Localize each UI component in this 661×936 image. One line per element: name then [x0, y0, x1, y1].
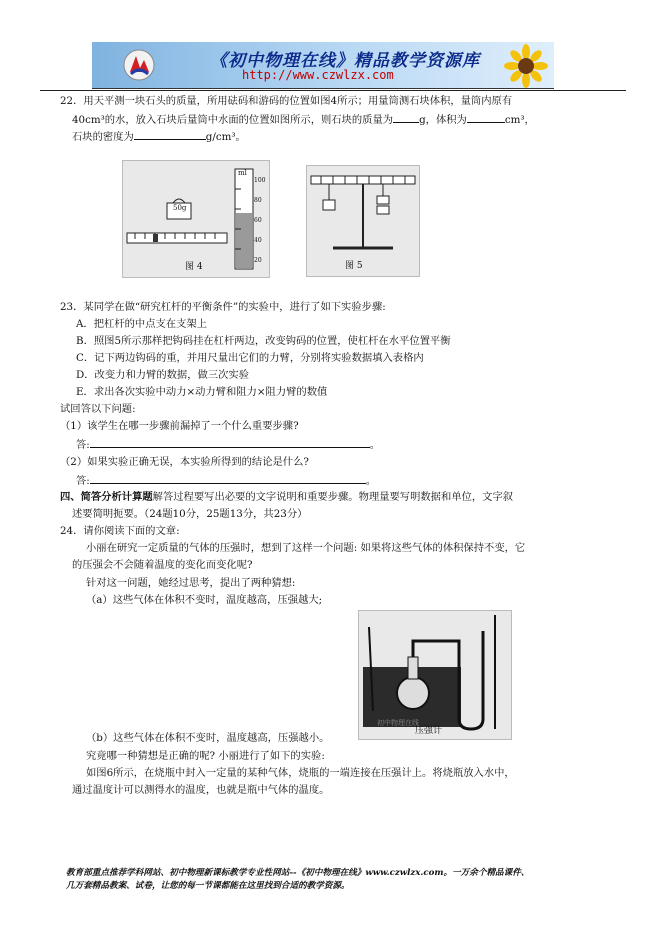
site-logo-icon [122, 48, 156, 82]
lever-illustration [307, 166, 419, 276]
figure-5 [306, 165, 420, 277]
q24-stem: 24．请你阅读下面的文章: [60, 525, 180, 537]
mass-blank[interactable] [393, 110, 419, 123]
cylinder-tick-100: 100 [254, 177, 266, 184]
q22-line2: 40cm³的水，放入石块后量筒中水面的位置如图所示，则石块的质量为 g，体积为 cm³， [72, 110, 535, 129]
q23-step-c: C．记下两边钩码的重，并用尺量出它们的力臂，分别将实验数据填入表格内 [76, 352, 424, 364]
answer2-blank[interactable] [90, 471, 366, 484]
section4-line1: 四、简答分析计算题解答过程要写出必要的文字说明和重要步骤。物理量要写明数据和单位，文字叙 [60, 491, 514, 503]
q24-p3: 究竟哪一种猜想是正确的呢? 小丽进行了如下的实验: [86, 750, 325, 762]
q23-sub1: （1）该学生在哪一步骤前漏掉了一个什么重要步骤? [60, 420, 299, 432]
header-banner [92, 42, 554, 89]
sunflower-icon [504, 44, 548, 88]
q23-prompt: 试回答以下问题: [60, 403, 136, 415]
footer-line2: 几万套精品教案、试卷，让您的每一节课都能在这里找到合适的教学资源。 [66, 881, 350, 891]
figure-5-caption: 图 5 [345, 261, 363, 271]
q23-stem: 23．某同学在做“研究杠杆的平衡条件”的实验中，进行了如下实验步骤: [60, 301, 386, 313]
cylinder-tick-60: 60 [254, 217, 262, 224]
figure-6-caption: 压强计 [415, 726, 443, 736]
q24-hypothesis-a: （a）这些气体在体积不变时，温度越高，压强越大; [86, 594, 323, 606]
q23-step-d: D．改变力和力臂的数据，做三次实验 [76, 369, 250, 381]
footer-line1: 教育部重点推荐学科网站、初中物理新课标教学专业性网站--《初中物理在线》www.czwlzx.com。一万余个精品课件、 [66, 868, 530, 878]
q23-answer2: 答: 。 [76, 471, 376, 490]
cylinder-tick-80: 80 [254, 197, 262, 204]
q23-answer1: 答: 。 [76, 435, 380, 454]
q23-sub2: （2）如果实验正确无误，本实验所得到的结论是什么? [60, 456, 309, 468]
header-rule [40, 90, 626, 91]
q24-p1: 小丽在研究一定质量的气体的压强时，想到了这样一个问题: 如果将这些气体的体积保持不变，它 [86, 542, 526, 554]
figure-6 [358, 610, 512, 740]
q22-line3: 石块的密度为 g/cm³。 [72, 127, 246, 146]
q24-hypothesis-b: （b）这些气体在体积不变时，温度越高，压强越小。 [86, 732, 330, 744]
section4-line2: 述要简明扼要。（24题10分，25题13分，共23分） [72, 508, 308, 520]
cylinder-tick-20: 20 [254, 257, 262, 264]
weight-label: 50g [173, 204, 187, 212]
q23-step-a: A．把杠杆的中点支在支架上 [76, 318, 207, 330]
answer1-blank[interactable] [90, 435, 370, 448]
q24-p4: 如图6所示，在烧瓶中封入一定量的某种气体，烧瓶的一端连接在压强计上。将烧瓶放入水中， [86, 767, 515, 779]
banner-url[interactable]: http://www.czwlzx.com [242, 68, 394, 82]
figure-4-caption: 图 4 [185, 262, 203, 272]
figure-4 [122, 160, 270, 278]
cylinder-tick-40: 40 [254, 237, 262, 244]
q23-step-b: B．照图5所示那样把钩码挂在杠杆两边，改变钩码的位置，使杠杆在水平位置平衡 [76, 335, 451, 347]
section4-heading: 四、简答分析计算题 [60, 491, 153, 503]
cylinder-unit: ml [238, 169, 247, 177]
q22-line1: 22．用天平测一块石头的质量，所用砝码和游码的位置如图4所示；用量筒测石块体积，量筒内原有 [60, 95, 513, 107]
q23-step-e: E．求出各次实验中动力×动力臂和阻力×阻力臂的数值 [76, 386, 328, 398]
banner-title: 《初中物理在线》精品教学资源库 [210, 51, 480, 71]
q24-p1b: 的压强会不会随着温度的变化而变化呢? [72, 559, 253, 571]
q24-p4b: 通过温度计可以测得水的温度，也就是瓶中气体的温度。 [72, 784, 330, 796]
density-blank[interactable] [134, 127, 206, 140]
figure-6-watermark: 初中物理在线 [377, 719, 419, 727]
volume-blank[interactable] [467, 110, 505, 123]
q24-p2: 针对这一问题，她经过思考，提出了两种猜想: [86, 577, 296, 589]
